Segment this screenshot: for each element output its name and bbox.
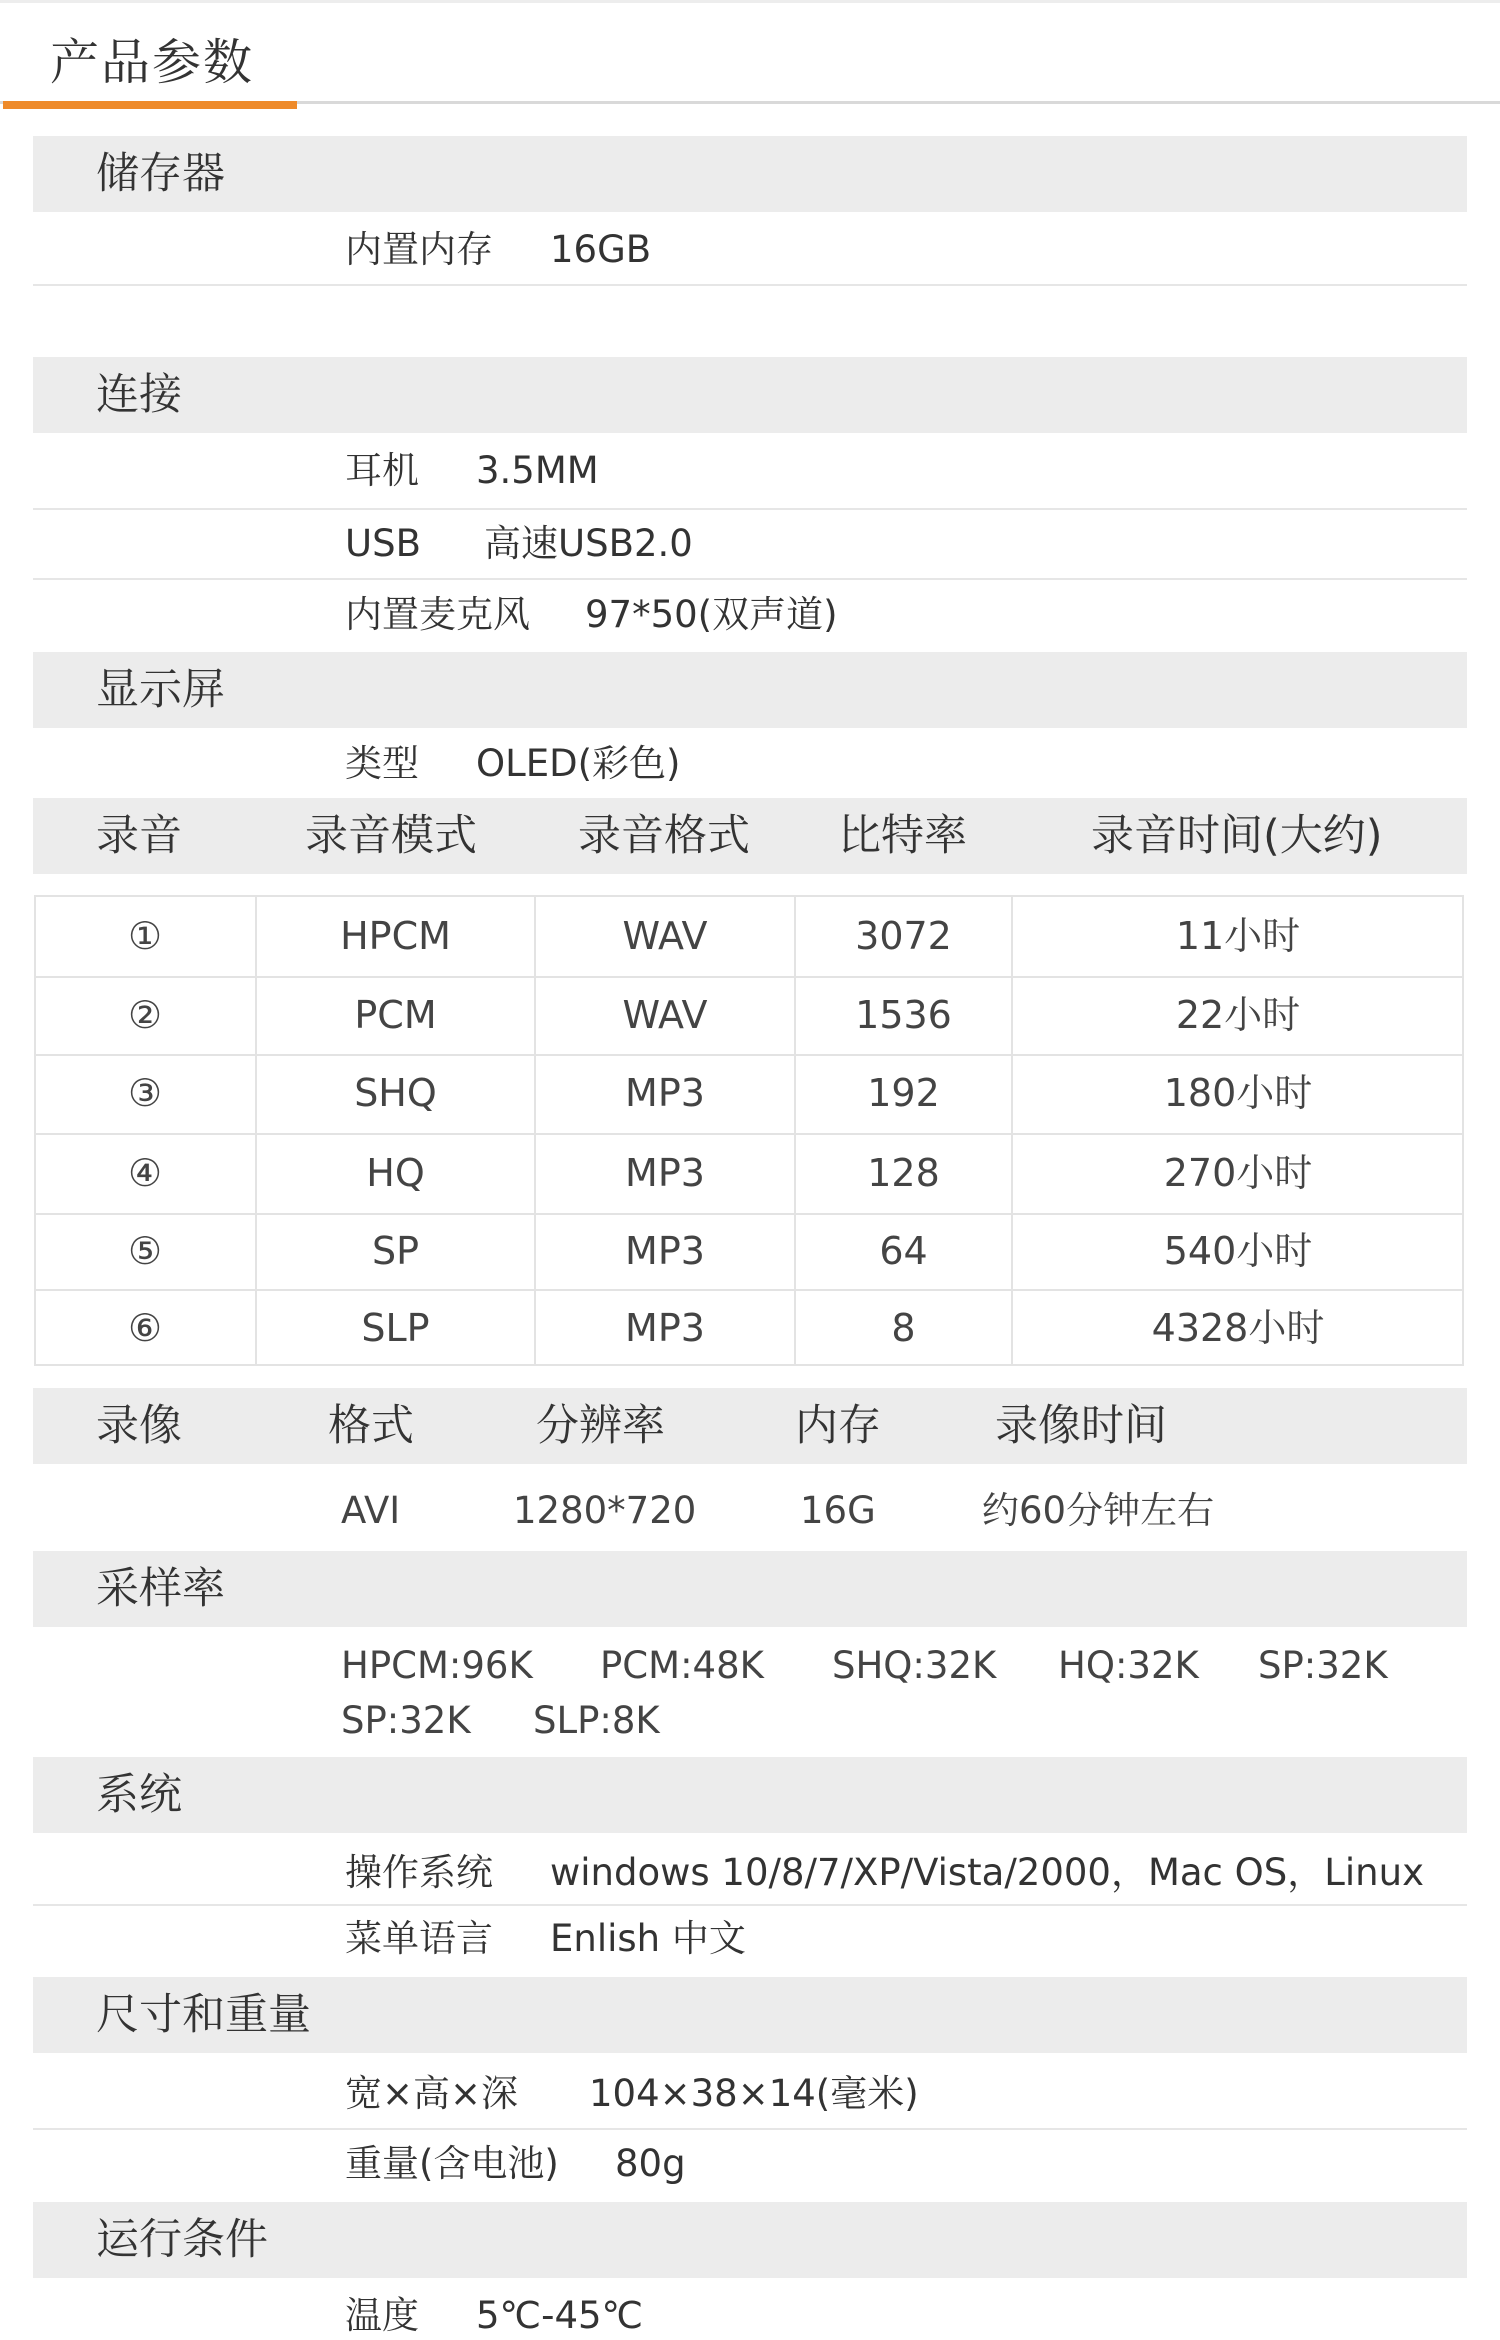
spec-value: 97*50(双声道)	[585, 593, 838, 636]
column-header: 录音模式	[305, 811, 477, 861]
table-row-divider	[34, 1213, 1464, 1215]
table-cell: SHQ	[354, 1071, 437, 1115]
column-header: 格式	[328, 1401, 414, 1451]
video-value: AVI	[341, 1489, 401, 1532]
table-column-divider	[1011, 895, 1013, 1366]
spec-value: OLED(彩色)	[476, 742, 681, 785]
table-row-divider	[34, 1054, 1464, 1056]
section-title: 录像	[96, 1401, 182, 1451]
column-header: 比特率	[838, 811, 967, 861]
spec-value: 16GB	[550, 228, 652, 271]
table-row-divider	[34, 976, 1464, 978]
section-title: 录音	[96, 811, 182, 861]
column-header: 录音时间(大约)	[1091, 811, 1383, 861]
sample-rate-item: SHQ:32K	[832, 1644, 997, 1687]
section-display-header	[33, 652, 1467, 728]
spec-value: Enlish 中文	[550, 1917, 746, 1960]
table-cell: HQ	[366, 1151, 425, 1195]
table-cell: 8	[891, 1306, 916, 1350]
table-cell: SLP	[361, 1306, 430, 1350]
table-cell: MP3	[625, 1151, 705, 1195]
section-operating-header	[33, 2202, 1467, 2278]
section-connection-header	[33, 357, 1467, 433]
section-title: 储存器	[96, 149, 225, 199]
row-divider	[33, 1904, 1467, 1906]
sample-rate-item: HQ:32K	[1058, 1644, 1199, 1687]
column-header: 录像时间	[995, 1401, 1167, 1451]
sample-rate-item: PCM:48K	[600, 1644, 764, 1687]
spec-key: 操作系统	[345, 1851, 493, 1894]
section-size-weight-header	[33, 1977, 1467, 2053]
section-title: 尺寸和重量	[96, 1990, 311, 2040]
table-cell: 22小时	[1175, 993, 1301, 1037]
table-row-divider	[34, 1289, 1464, 1291]
table-column-divider	[794, 895, 796, 1366]
spec-key: 耳机	[345, 449, 419, 492]
table-cell: ①	[127, 914, 163, 958]
table-cell: 64	[879, 1229, 928, 1273]
sample-rate-item: HPCM:96K	[341, 1644, 533, 1687]
section-title: 连接	[96, 370, 182, 420]
table-cell: 270小时	[1163, 1151, 1313, 1195]
video-value: 16G	[800, 1489, 876, 1532]
table-cell: 128	[867, 1151, 940, 1195]
page-title: 产品参数	[50, 34, 255, 91]
table-cell: PCM	[354, 993, 437, 1037]
table-cell: MP3	[625, 1071, 705, 1115]
spec-value: windows 10/8/7/XP/Vista/2000，Mac OS，Linux	[550, 1851, 1424, 1894]
spec-key: 宽×高×深	[345, 2072, 519, 2115]
section-title: 采样率	[96, 1564, 225, 1614]
section-title: 显示屏	[96, 665, 225, 715]
section-video-header	[33, 1388, 1467, 1464]
spec-value: 高速USB2.0	[484, 522, 693, 565]
spec-value: 3.5MM	[476, 449, 599, 492]
table-cell: ②	[127, 993, 163, 1037]
table-column-divider	[534, 895, 536, 1366]
table-cell: MP3	[625, 1229, 705, 1273]
spec-key: 类型	[345, 742, 419, 785]
spec-value: 80g	[615, 2142, 686, 2185]
video-value: 约60分钟左右	[982, 1489, 1215, 1532]
column-header: 内存	[795, 1401, 881, 1451]
section-storage-header	[33, 136, 1467, 212]
spec-key: 内置内存	[345, 228, 493, 271]
title-accent-bar	[3, 101, 297, 109]
spec-key: 菜单语言	[345, 1917, 493, 1960]
table-cell: 180小时	[1163, 1071, 1313, 1115]
spec-key: 温度	[345, 2294, 419, 2337]
section-system-header	[33, 1757, 1467, 1833]
table-cell: ③	[127, 1071, 163, 1115]
section-title: 运行条件	[96, 2215, 268, 2265]
column-header: 分辨率	[536, 1401, 665, 1451]
section-title: 系统	[96, 1770, 182, 1820]
column-header: 录音格式	[578, 811, 750, 861]
table-cell: ④	[127, 1151, 163, 1195]
table-cell: 1536	[855, 993, 952, 1037]
row-divider	[33, 578, 1467, 580]
row-divider	[33, 2128, 1467, 2130]
spec-key: 内置麦克风	[345, 593, 530, 636]
row-divider	[33, 508, 1467, 510]
table-cell: ⑤	[127, 1229, 163, 1273]
sample-rate-item: SP:32K	[341, 1699, 471, 1742]
sample-rate-item: SP:32K	[1258, 1644, 1388, 1687]
section-recording-header	[33, 798, 1467, 874]
section-sample-rate-header	[33, 1551, 1467, 1627]
spec-key: USB	[345, 522, 421, 565]
spec-value: 5℃-45℃	[476, 2294, 644, 2337]
table-cell: WAV	[622, 914, 708, 958]
table-row-divider	[34, 1133, 1464, 1135]
spec-value: 104×38×14(毫米)	[589, 2072, 919, 2115]
recording-table	[34, 895, 1464, 1366]
table-cell: 3072	[855, 914, 952, 958]
table-cell: ⑥	[127, 1306, 163, 1350]
table-column-divider	[255, 895, 257, 1366]
table-cell: 192	[867, 1071, 940, 1115]
row-divider	[33, 284, 1467, 286]
table-cell: HPCM	[340, 914, 451, 958]
table-cell: MP3	[625, 1306, 705, 1350]
spec-key: 重量(含电池)	[345, 2142, 559, 2185]
sample-rate-item: SLP:8K	[533, 1699, 660, 1742]
table-cell: WAV	[622, 993, 708, 1037]
table-cell: SP	[371, 1229, 420, 1273]
table-cell: 540小时	[1163, 1229, 1313, 1273]
top-divider	[0, 0, 1500, 3]
table-cell: 4328小时	[1151, 1306, 1325, 1350]
table-cell: 11小时	[1175, 914, 1301, 958]
video-value: 1280*720	[513, 1489, 697, 1532]
